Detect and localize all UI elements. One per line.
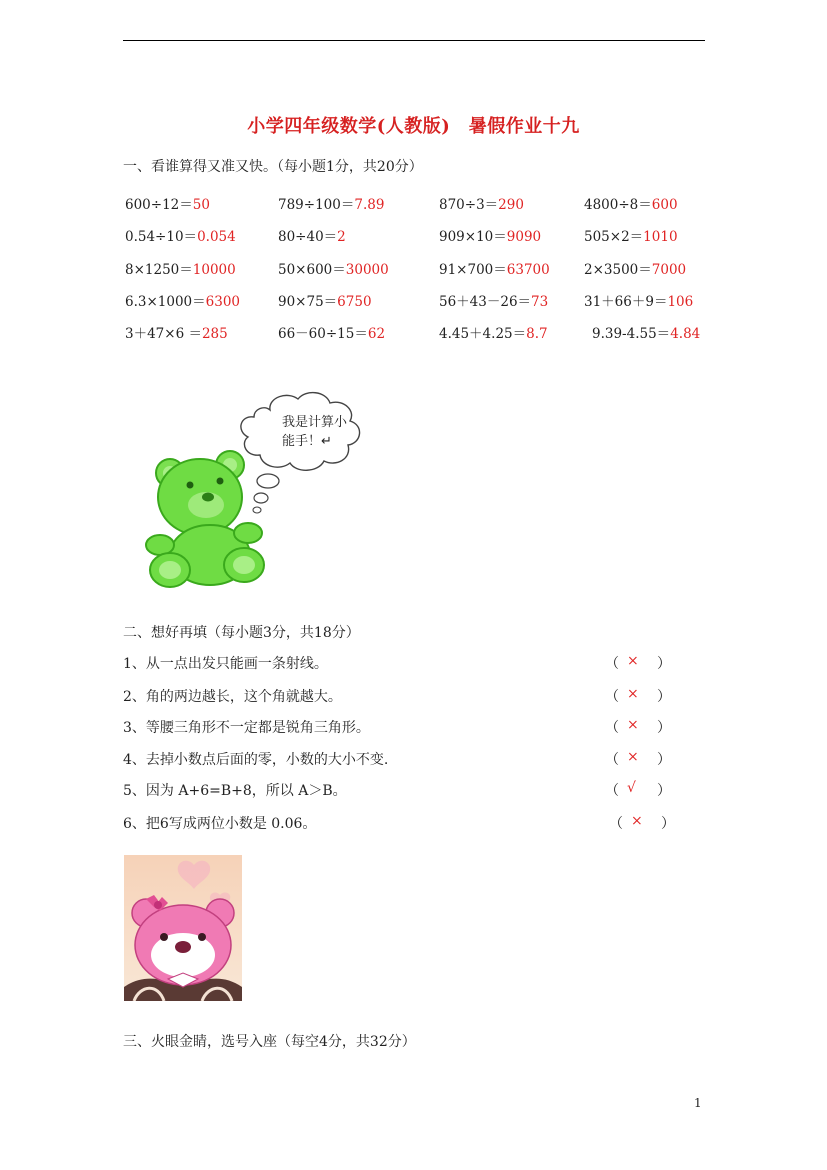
- equation-answer: 4.84: [670, 326, 701, 342]
- paren-close: ）: [657, 656, 671, 672]
- header-rule: [123, 40, 705, 41]
- equation-question: 4.45＋4.25＝: [439, 326, 527, 342]
- judgement-item: [123, 653, 683, 673]
- equation-answer: 290: [498, 197, 524, 213]
- equation-item: [592, 322, 700, 342]
- section1-heading: 一、看谁算得又准又快。（每小题1分，共20分）: [123, 159, 423, 175]
- equation-answer: 7000: [651, 262, 687, 278]
- equation-answer: 9090: [506, 229, 542, 245]
- equation-answer: 7.89: [354, 197, 385, 213]
- judgement-statement: 4、去掉小数点后面的零，小数的大小不变.: [123, 752, 389, 768]
- paren-open: （: [609, 816, 623, 832]
- judgement-item: [123, 780, 683, 800]
- equation-question: 90×75＝: [278, 294, 338, 310]
- equation-question: 6.3×1000＝: [125, 294, 206, 310]
- equation-item: [584, 290, 693, 310]
- equation-question: 600÷12＝: [125, 197, 193, 213]
- equation-answer: 285: [201, 326, 228, 342]
- paren-open: （: [605, 720, 619, 736]
- equation-question: 9.39-4.55＝: [592, 326, 671, 342]
- equation-item: [584, 225, 678, 245]
- equation-question: 50×600＝: [278, 262, 346, 278]
- equation-item: [278, 290, 372, 310]
- equation-item: [125, 290, 240, 310]
- equation-answer: 30000: [345, 262, 389, 278]
- equation-question: 505×2＝: [584, 229, 644, 245]
- equation-answer: 0.054: [197, 229, 236, 245]
- paren-close: ）: [657, 783, 671, 799]
- judgement-statement: 6、把6写成两位小数是 0.06。: [123, 816, 317, 832]
- green-bear-illustration: [140, 385, 400, 595]
- section3-heading: 三、火眼金睛，选号入座（每空4分，共32分）: [123, 1034, 416, 1050]
- bubble-text-line1: 我是计算小: [282, 415, 348, 430]
- equation-answer: 62: [367, 326, 386, 342]
- pink-bear-picture: [124, 855, 242, 1001]
- equation-question: 870÷3＝: [439, 197, 499, 213]
- check-mark-icon: √: [627, 780, 636, 796]
- equation-question: 909×10＝: [439, 229, 507, 245]
- equation-item: [125, 258, 236, 278]
- green-bear: [146, 451, 264, 587]
- equation-item: [278, 322, 385, 342]
- bubble-text-line2: 能手！↵: [282, 434, 332, 449]
- equation-item: [439, 225, 541, 245]
- cross-mark-icon: ×: [627, 653, 639, 669]
- cross-mark-icon: ×: [627, 686, 639, 702]
- paren-open: （: [605, 752, 619, 768]
- paren-close: ）: [657, 720, 671, 736]
- equation-item: [278, 193, 384, 213]
- paren-close: ）: [657, 752, 671, 768]
- equation-question: 4800÷8＝: [584, 197, 652, 213]
- equation-answer: 8.7: [526, 326, 548, 342]
- cross-mark-icon: ×: [631, 813, 643, 829]
- equation-item: [584, 193, 678, 213]
- paren-open: （: [605, 783, 619, 799]
- equation-item: [584, 258, 686, 278]
- judgement-item: [123, 813, 683, 833]
- equation-answer: 50: [192, 197, 210, 213]
- equation-item: [439, 258, 550, 278]
- equation-answer: 10000: [192, 262, 236, 278]
- equation-question: 2×3500＝: [584, 262, 652, 278]
- equation-item: [125, 225, 236, 245]
- equation-answer: 6300: [205, 294, 240, 310]
- equation-answer: 106: [667, 294, 694, 310]
- equation-item: [125, 193, 210, 213]
- judgement-item: [123, 686, 683, 706]
- page-number: 1: [694, 1096, 702, 1110]
- cross-mark-icon: ×: [627, 749, 639, 765]
- equation-answer: 73: [531, 294, 549, 310]
- paren-open: （: [605, 689, 619, 705]
- equation-question: 3＋47×6 ＝: [125, 326, 202, 342]
- cross-mark-icon: ×: [627, 717, 639, 733]
- equation-question: 0.54÷10＝: [125, 229, 198, 245]
- equation-question: 31＋66＋9＝: [584, 294, 668, 310]
- equation-question: 8×1250＝: [125, 262, 193, 278]
- judgement-item: [123, 717, 683, 737]
- equation-answer: 63700: [506, 262, 550, 278]
- equation-item: [278, 258, 389, 278]
- equation-question: 91×700＝: [439, 262, 507, 278]
- equation-item: [439, 322, 548, 342]
- equation-question: 789÷100＝: [278, 197, 355, 213]
- paren-close: ）: [661, 816, 675, 832]
- page-title: 小学四年级数学(人教版) 暑假作业十九: [247, 116, 580, 137]
- equation-item: [439, 193, 524, 213]
- equation-answer: 6750: [337, 294, 372, 310]
- equation-answer: 2: [337, 229, 346, 245]
- judgement-statement: 3、等腰三角形不一定都是锐角三角形。: [123, 720, 370, 736]
- section2-heading: 二、想好再填（每小题3分，共18分）: [123, 625, 360, 641]
- equation-question: 80÷40＝: [278, 229, 338, 245]
- equation-item: [125, 322, 228, 342]
- judgement-statement: 2、角的两边越长，这个角就越大。: [123, 689, 342, 705]
- judgement-statement: 5、因为 A+6=B+8，所以 A＞B。: [123, 783, 347, 799]
- judgement-statement: 1、从一点出发只能画一条射线。: [123, 656, 328, 672]
- equation-question: 56＋43－26＝: [439, 294, 532, 310]
- equation-question: 66－60÷15＝: [278, 326, 368, 342]
- equation-answer: 600: [651, 197, 678, 213]
- equation-answer: 1010: [643, 229, 678, 245]
- equation-item: [439, 290, 548, 310]
- judgement-item: [123, 749, 683, 769]
- paren-open: （: [605, 656, 619, 672]
- equation-item: [278, 225, 346, 245]
- paren-close: ）: [657, 689, 671, 705]
